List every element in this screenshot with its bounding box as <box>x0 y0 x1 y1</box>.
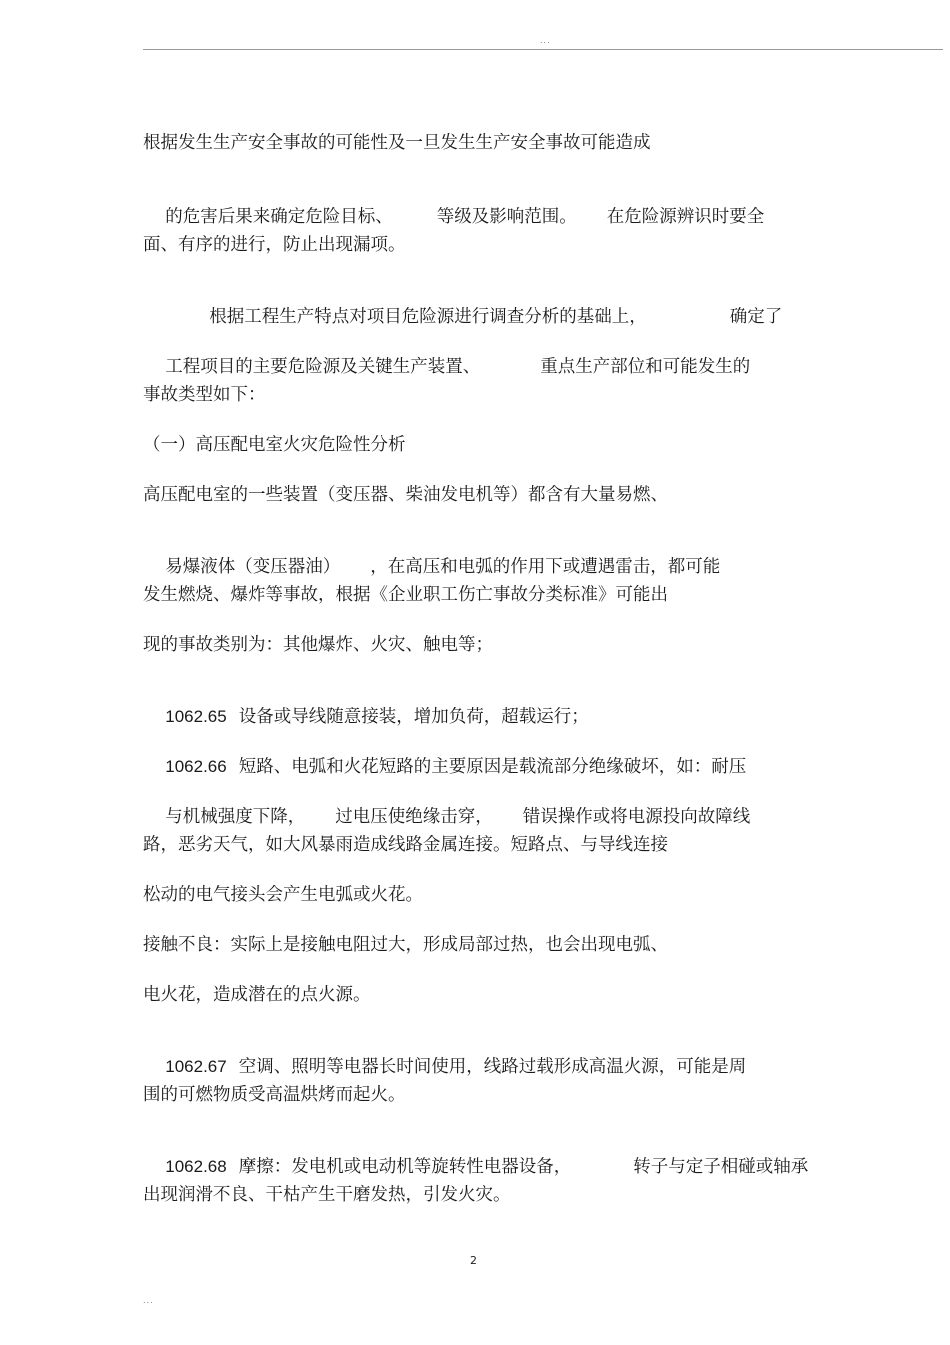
item-number: 1062.66 <box>165 757 227 776</box>
line-segment: 重点生产部位和可能发生的 <box>540 357 751 377</box>
line-segment: 确定了 <box>729 307 783 327</box>
line-segment: ，在高压和电弧的作用下或遭遇雷击，都可能 <box>370 557 721 577</box>
line-segment: 的危害后果来确定危险目标、 <box>165 207 393 227</box>
line-segment: 过电压使绝缘击穿， <box>335 807 493 827</box>
paragraph-line: 根据发生生产安全事故的可能性及一旦发生生产安全事故可能造成 <box>143 133 651 153</box>
paragraph-line: 电火花，造成潜在的点火源。 <box>143 985 371 1005</box>
paragraph-line: 出现润滑不良、干枯产生干磨发热，引发火灾。 <box>143 1185 511 1205</box>
line-segment: 错误操作或将电源投向故障线 <box>522 807 751 827</box>
paragraph-line: 路，恶劣天气，如大风暴雨造成线路金属连接。短路点、与导线连接 <box>143 835 668 855</box>
line-segment: 等级及影响范围。 <box>436 207 577 227</box>
line-segment: 工程项目的主要危险源及关键生产装置、 <box>165 357 481 377</box>
line-segment: 与机械强度下降， <box>165 807 306 827</box>
page-number: 2 <box>470 1254 477 1267</box>
paragraph-line: 现的事故类别为：其他爆炸、火灾、触电等； <box>143 635 493 655</box>
paragraph-line: 围的可燃物质受高温烘烤而起火。 <box>143 1085 406 1105</box>
item-text: 空调、照明等电器长时间使用，线路过载形成高温火源，可能是周 <box>238 1057 747 1077</box>
paragraph-line: 事故类型如下： <box>143 385 266 405</box>
line-segment: 根据工程生产特点对项目危险源进行调查分析的基础上， <box>209 307 647 327</box>
item-text: 摩擦：发电机或电动机等旋转性电器设备， <box>238 1157 572 1177</box>
item-text: 转子与定子相碰或轴承 <box>633 1157 809 1177</box>
item-number: 1062.67 <box>165 1057 227 1076</box>
item-text: 设备或导线随意接装，增加负荷，超载运行； <box>238 707 589 727</box>
section-heading: （一）高压配电室火灾危险性分析 <box>143 435 406 455</box>
line-segment: 在危险源辨识时要全 <box>606 207 765 227</box>
paragraph-line: 接触不良：实际上是接触电阻过大，形成局部过热，也会出现电弧、 <box>143 935 668 955</box>
header-rule <box>143 49 943 50</box>
paragraph-line: 发生燃烧、爆炸等事故，根据《企业职工伤亡事故分类标准》可能出 <box>143 585 668 605</box>
footer-dots: ... <box>143 1296 154 1305</box>
item-text: 短路、电弧和火花短路的主要原因是载流部分绝缘破坏，如：耐压 <box>238 757 747 777</box>
header-dots: ... <box>540 36 551 45</box>
paragraph-line: 松动的电气接头会产生电弧或火花。 <box>143 885 423 905</box>
item-number: 1062.65 <box>165 707 227 726</box>
line-segment: 易爆液体（变压器油） <box>165 557 341 577</box>
paragraph-line: 高压配电室的一些装置（变压器、柴油发电机等）都含有大量易燃、 <box>143 485 668 505</box>
paragraph-line: 面、有序的进行，防止出现漏项。 <box>143 235 406 255</box>
item-number: 1062.68 <box>165 1157 227 1176</box>
